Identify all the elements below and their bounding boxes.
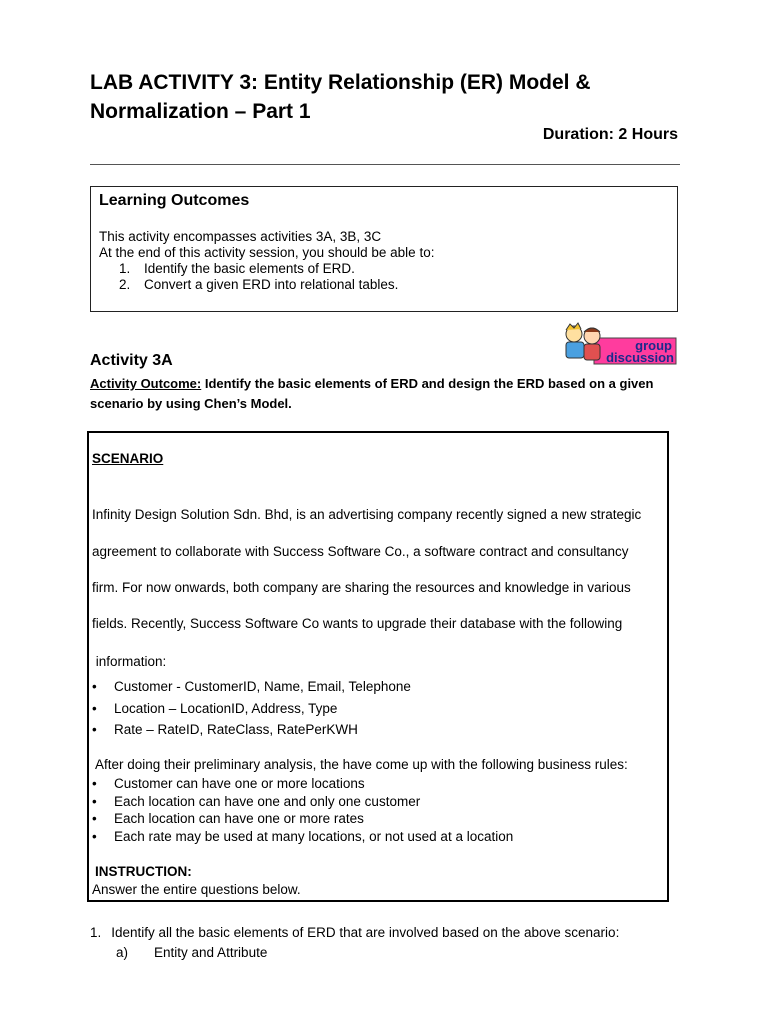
scenario-box bbox=[87, 431, 669, 902]
learning-outcome-text: Convert a given ERD into relational tables. bbox=[144, 277, 399, 292]
rule-item-text: Customer can have one or more locations bbox=[114, 776, 365, 791]
learning-outcomes-intro-2: At the end of this activity session, you should be able to: bbox=[99, 245, 435, 260]
learning-outcome-number: 1. bbox=[119, 261, 131, 276]
rule-item: • Customer can have one or more locations bbox=[92, 776, 365, 791]
scenario-heading: SCENARIO bbox=[92, 451, 164, 466]
rule-item-text: Each location can have one and only one customer bbox=[114, 793, 421, 809]
scenario-line: agreement to collaborate with Success Software Co., a software contract and consultancy bbox=[92, 544, 629, 559]
group-discussion-label-2: discussion bbox=[606, 350, 674, 365]
info-item: • Rate – RateID, RateClass, RatePerKWH bbox=[92, 722, 358, 737]
scenario-line: Infinity Design Solution Sdn. Bhd, is an advertising company recently signed a new strategic bbox=[92, 507, 642, 522]
header-divider bbox=[90, 164, 680, 165]
scenario-line: firm. For now onwards, both company are sharing the resources and knowledge in various bbox=[92, 580, 631, 595]
rules-list bbox=[92, 775, 513, 845]
rule-item: • Each location can have one and only one customer bbox=[92, 793, 421, 809]
learning-outcome-text: Identify the basic elements of ERD. bbox=[144, 261, 355, 276]
rule-item: • Each location can have one or more rates bbox=[92, 811, 364, 827]
rule-item-text: Each rate may be used at many locations, or not used at a location bbox=[114, 828, 514, 844]
info-label: information: bbox=[92, 654, 167, 669]
activity-outcome-text: Identify the basic elements of ERD and design the ERD based on a given scenario by using Chen’s Model. bbox=[90, 376, 654, 411]
info-item-text: Location – LocationID, Address, Type bbox=[114, 700, 338, 716]
document-title: LAB ACTIVITY 3: Entity Relationship (ER) Model & Normalization – Part 1 bbox=[90, 71, 591, 123]
activity-outcome-label: Activity Outcome: bbox=[90, 376, 202, 391]
scenario-line: fields. Recently, Success Software Co wants to upgrade their database with the following bbox=[92, 616, 623, 631]
group-discussion-icon bbox=[562, 322, 678, 366]
info-item-text: Rate – RateID, RateClass, RatePerKWH bbox=[114, 722, 358, 737]
question-1 bbox=[90, 925, 619, 940]
info-item: • Location – LocationID, Address, Type bbox=[92, 700, 338, 716]
activity-outcome bbox=[90, 374, 680, 414]
learning-outcomes-box bbox=[90, 186, 678, 312]
info-list bbox=[92, 676, 411, 741]
question-1-text: Identify all the basic elements of ERD that are involved based on the above scenario: bbox=[111, 925, 620, 940]
duration-label: Duration: 2 Hours bbox=[542, 126, 678, 143]
rule-item-text: Each location can have one or more rates bbox=[114, 811, 364, 827]
learning-outcomes-body bbox=[99, 229, 434, 293]
info-item: • Customer - CustomerID, Name, Email, Telephone bbox=[92, 679, 411, 694]
learning-outcome-item bbox=[99, 277, 434, 293]
question-1a-text: Entity and Attribute bbox=[154, 945, 268, 960]
instruction-label: INSTRUCTION: bbox=[95, 864, 192, 879]
learning-outcomes-intro-1: This activity encompasses activities 3A, 3B, 3C bbox=[99, 229, 382, 244]
instruction-text: Answer the entire questions below. bbox=[92, 882, 301, 897]
rules-intro: After doing their preliminary analysis, the have come up with the following business rules: bbox=[92, 757, 628, 772]
learning-outcomes-list bbox=[99, 261, 434, 293]
learning-outcomes-heading: Learning Outcomes bbox=[99, 192, 250, 209]
question-1-number: 1. bbox=[90, 925, 102, 940]
question-1a bbox=[116, 945, 267, 960]
group-discussion-label-1: group bbox=[635, 338, 672, 353]
learning-outcome-number: 2. bbox=[119, 277, 131, 292]
info-item-text: Customer - CustomerID, Name, Email, Telephone bbox=[114, 679, 411, 694]
rule-item: • Each rate may be used at many locations, or not used at a location bbox=[92, 828, 514, 844]
question-1a-label: a) bbox=[116, 945, 129, 960]
learning-outcome-item bbox=[99, 261, 434, 277]
activity-heading: Activity 3A bbox=[90, 352, 173, 369]
